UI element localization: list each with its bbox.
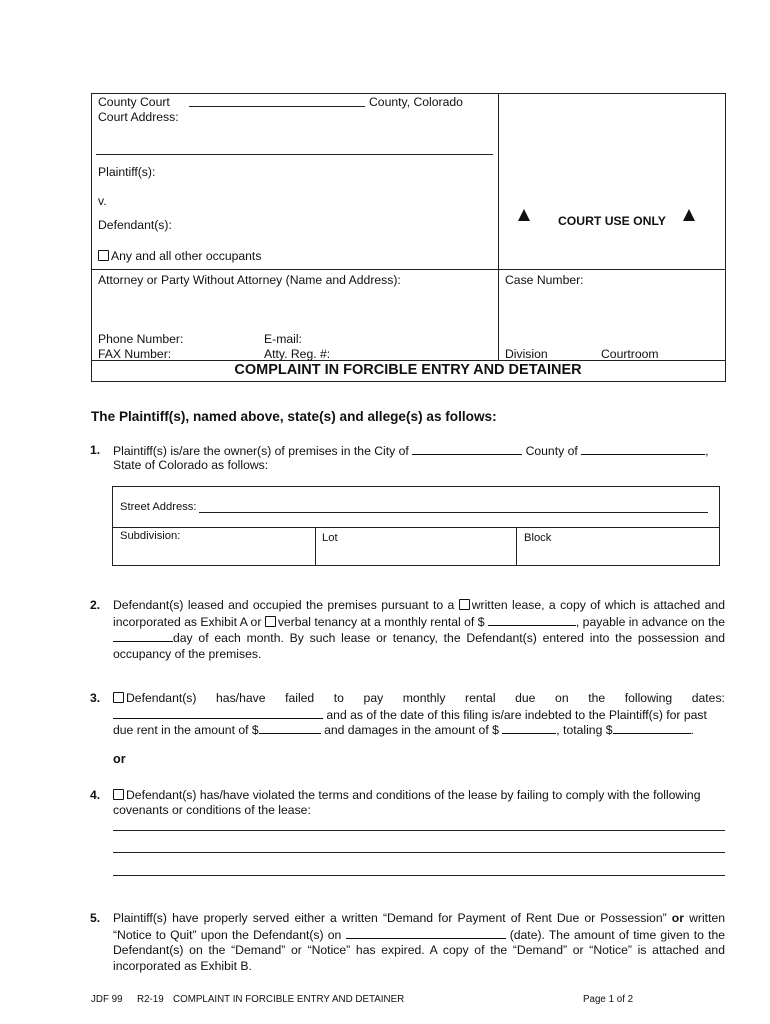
court-address-label: Court Address: xyxy=(98,110,179,124)
item1-line2: State of Colorado as follows: xyxy=(113,458,269,472)
item2-number: 2. xyxy=(90,598,101,612)
county-field[interactable] xyxy=(581,443,705,455)
email-label: E-mail: xyxy=(264,332,302,346)
or-separator: or xyxy=(113,752,126,766)
county-colorado-label: County, Colorado xyxy=(369,95,463,109)
court-use-only-label: COURT USE ONLY xyxy=(558,214,666,228)
occupants-label: Any and all other occupants xyxy=(111,249,262,263)
item2-text: Defendant(s) leased and occupied the premises pursuant to a written lease, a copy of which is attached and incorporated as Exhibit A or verbal tenancy at a monthly rental of $ , payable in advance on the day of each month. By such lease or tenancy, the Defendant(s) entered into the possession and occupancy of the premises. xyxy=(113,598,726,661)
courtroom-label: Courtroom xyxy=(601,347,659,361)
street-address-field[interactable] xyxy=(199,512,708,513)
division-label: Division xyxy=(505,347,548,361)
rent-unpaid-checkbox[interactable] xyxy=(113,692,124,703)
unpaid-dates-field[interactable] xyxy=(113,707,323,719)
footer-form-title: COMPLAINT IN FORCIBLE ENTRY AND DETAINER xyxy=(173,994,405,1005)
item3-checkbox-word[interactable]: Defendant(s) xyxy=(113,691,196,705)
occupants-option[interactable] xyxy=(98,249,261,263)
court-address-line xyxy=(96,154,493,155)
past-due-rent-field[interactable] xyxy=(259,722,321,734)
item1-number: 1. xyxy=(90,443,101,457)
versus-label: v. xyxy=(98,194,107,208)
covenant-line-2[interactable] xyxy=(113,852,725,853)
written-lease-checkbox[interactable] xyxy=(459,599,470,610)
street-address-label: Street Address: xyxy=(120,501,197,513)
monthly-rental-field[interactable] xyxy=(488,614,576,626)
intro-heading: The Plaintiff(s), named above, state(s) and allege(s) as follows: xyxy=(91,409,497,424)
item3-line1: Defendant(s) has/have failed to pay monthly rental due on the following dates: xyxy=(113,691,725,705)
occupants-checkbox[interactable] xyxy=(98,250,109,261)
item4-line1: Defendant(s) has/have violated the terms and conditions of the lease by failing to comply with the following xyxy=(113,788,701,802)
county-name-field[interactable] xyxy=(189,106,365,107)
item5-text: Plaintiff(s) have properly served either a written “Demand for Payment of Rent Due or Possession” or written “Notice to Quit” upon the Defendant(s) on (date). The amount of time given to the Defendant(s) on the “Demand” or “Notice” has expired. A copy of the “Demand” or “Notice” is attached and incorporated as Exhibit B. xyxy=(113,911,726,973)
property-col-divider xyxy=(315,527,316,565)
damages-field[interactable] xyxy=(502,722,556,734)
payment-day-field[interactable] xyxy=(113,630,173,642)
defendants-label: Defendant(s): xyxy=(98,218,172,232)
up-arrow-icon xyxy=(683,209,695,221)
attorney-label: Attorney or Party Without Attorney (Name and Address): xyxy=(98,273,401,287)
phone-label: Phone Number: xyxy=(98,332,184,346)
lot-label: Lot xyxy=(322,532,338,544)
fax-label: FAX Number: xyxy=(98,347,172,361)
item4-number: 4. xyxy=(90,788,101,802)
caption-divider xyxy=(498,93,499,360)
footer-form-id: JDF 99 xyxy=(91,994,123,1005)
footer-page-number: Page 1 of 2 xyxy=(583,994,634,1005)
item5-number: 5. xyxy=(90,911,101,925)
caption-box xyxy=(91,93,726,382)
item3-number: 3. xyxy=(90,691,101,705)
lease-violation-checkbox[interactable] xyxy=(113,789,124,800)
subdivision-label: Subdivision: xyxy=(120,530,181,542)
county-court-label: County Court xyxy=(98,95,170,109)
block-label: Block xyxy=(524,532,552,544)
attorney-divider xyxy=(91,269,725,270)
verbal-tenancy-checkbox[interactable] xyxy=(265,616,276,627)
item3-line3: due rent in the amount of $ and damages in the amount of $ , totaling $ . xyxy=(113,723,694,737)
case-number-label: Case Number: xyxy=(505,273,584,287)
property-table xyxy=(112,486,720,566)
covenant-line-1[interactable] xyxy=(113,830,725,831)
page-title: COMPLAINT IN FORCIBLE ENTRY AND DETAINER xyxy=(234,362,582,378)
atty-reg-label: Atty. Reg. #: xyxy=(264,347,331,361)
item1-line1: Plaintiff(s) is/are the owner(s) of premises in the City of County of , xyxy=(113,444,709,458)
covenant-line-3[interactable] xyxy=(113,875,725,876)
up-arrow-icon xyxy=(518,209,530,221)
notice-date-field[interactable] xyxy=(346,927,506,939)
city-field[interactable] xyxy=(412,443,522,455)
item3-line2: and as of the date of this filing is/are indebted to the Plaintiff(s) for past xyxy=(113,707,707,722)
property-table-divider xyxy=(112,527,719,528)
plaintiffs-label: Plaintiff(s): xyxy=(98,165,156,179)
footer-revision: R2-19 xyxy=(137,994,164,1005)
item4-line2: covenants or conditions of the lease: xyxy=(113,803,311,817)
total-field[interactable] xyxy=(613,722,691,734)
property-col-divider xyxy=(516,527,517,565)
